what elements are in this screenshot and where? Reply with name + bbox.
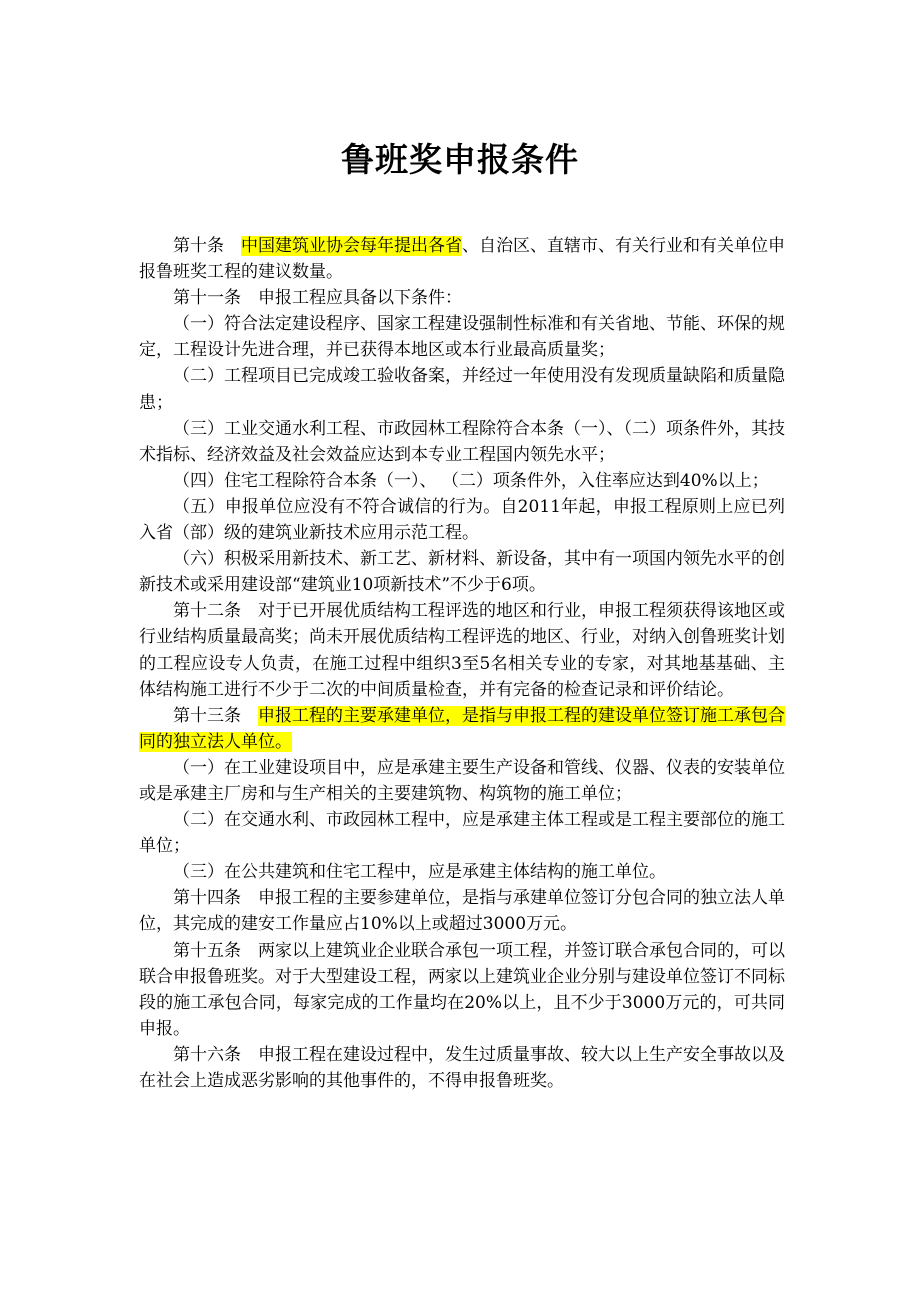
paragraph-text: 第十四条 申报工程的主要参建单位，是指与承建单位签订分包合同的独立法人单位，其完成的建安工作量应占10%以上或超过3000万元。 [139,888,785,935]
paragraph-text: 第十三条 [173,705,258,726]
article-11-item-3 [139,416,785,468]
paragraph-text: （五）申报单位应没有不符合诚信的行为。自2011年起，申报工程原则上应已列入省（部）级的建筑业新技术应用示范工程。 [139,496,785,544]
article-10 [139,233,785,285]
highlighted-text: 申报工程的主要承建单位，是指与申报工程的建设单位签订施工承包合同的独立法人单位。 [139,705,785,752]
article-13-item-3 [139,859,785,885]
paragraph-text: （二）在交通水利、市政园林工程中，应是承建主体工程或是工程主要部位的施工单位； [139,810,785,857]
article-13-item-1 [139,755,785,807]
paragraph-text: 第十条 [173,236,241,256]
paragraph-text: （一）在工业建设项目中，应是承建主要生产设备和管线、仪器、仪表的安装单位或是承建主厂房和与生产相关的主要建筑物、构筑物的施工单位； [139,757,785,804]
paragraph-text: 第十一条 申报工程应具备以下条件： [173,288,462,309]
highlighted-text: 中国建筑业协会每年提出各省 [241,236,462,256]
paragraph-text: 第十六条 申报工程在建设过程中，发生过质量事故、较大以上生产安全事故以及在社会上造成恶劣影响的其他事件的，不得申报鲁班奖。 [139,1044,785,1091]
paragraph-text: （三）工业交通水利工程、市政园林工程除符合本条（一）、（二）项条件外，其技术指标、经济效益及社会效益应达到本专业工程国内领先水平； [139,418,785,465]
article-11-item-5 [139,494,785,546]
article-14 [139,885,785,937]
article-13 [139,703,785,755]
article-11 [139,285,785,311]
paragraph-text: （一）符合法定建设程序、国家工程建设强制性标准和有关省地、节能、环保的规定，工程设计先进合理，并已获得本地区或本行业最高质量奖； [139,314,785,361]
article-11-item-1 [139,311,785,363]
paragraph-text: 第十二条 对于已开展优质结构工程评选的地区和行业，申报工程须获得该地区或行业结构质量最高奖；尚未开展优质结构工程评选的地区、行业，对纳入创鲁班奖计划的工程应设专人负责，在施工过程中组织3至5名相关专业的专家，对其地基基础、主体结构施工进行不少于二次的中间质量检查，并有完备的检查记录和评价结论。 [139,601,785,700]
article-12 [139,598,785,702]
document-title: 鲁班奖申报条件 [341,140,579,179]
article-15 [139,938,785,1042]
paragraph-text: （六）积极采用新技术、新工艺、新材料、新设备，其中有一项国内领先水平的创新技术或采用建设部“建筑业10项新技术”不少于6项。 [139,549,785,596]
document-body [139,233,785,1094]
paragraph-text: 第十五条 两家以上建筑业企业联合承包一项工程，并签订联合承包合同的，可以联合申报鲁班奖。对于大型建设工程，两家以上建筑业企业分别与建设单位签订不同标段的施工承包合同，每家完成的工作量均在20%以上，且不少于3000万元的，可共同申报。 [139,940,785,1039]
paragraph-text: 、自治区、直辖市、有关行业和有关单位申报鲁班奖工程的建议数量。 [139,236,785,283]
article-16 [139,1042,785,1094]
article-13-item-2 [139,807,785,859]
article-11-item-4 [139,468,785,494]
article-11-item-2 [139,363,785,415]
paragraph-text: （三）在公共建筑和住宅工程中，应是承建主体结构的施工单位。 [173,862,666,883]
article-11-item-6 [139,546,785,598]
paragraph-text: （二）工程项目已完成竣工验收备案，并经过一年使用没有发现质量缺陷和质量隐患； [139,366,785,413]
paragraph-text: （四）住宅工程除符合本条（一）、 （二）项条件外，入住率应达到40%以上； [173,470,769,491]
